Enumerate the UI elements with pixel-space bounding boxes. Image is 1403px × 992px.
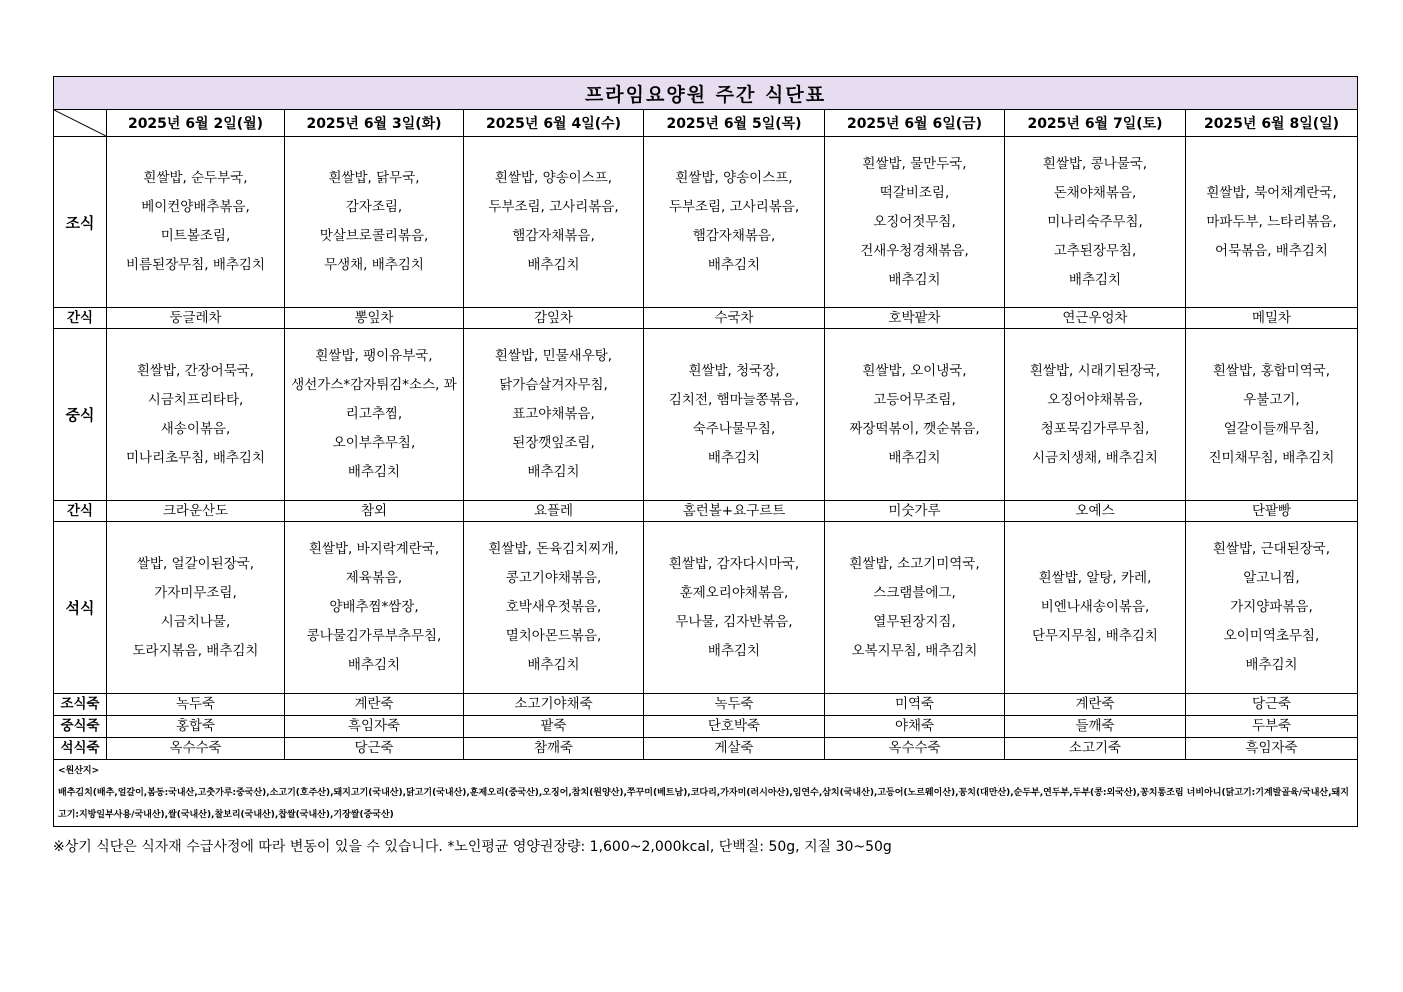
meal-cell: 흰쌀밥, 간장어묵국, 시금치프리타타, 새송이볶음, 미나리초무침, 배추김치	[107, 329, 285, 501]
snack2-row	[54, 501, 1358, 522]
row-label-dinner: 석식	[54, 522, 107, 694]
meal-cell: 흰쌀밥, 소고기미역국, 스크램블에그, 열무된장지짐, 오복지무침, 배추김치	[825, 522, 1005, 694]
lunch-row	[54, 329, 1358, 501]
porridge-cell: 계란죽	[285, 694, 464, 716]
porridge-cell: 단호박죽	[644, 716, 825, 738]
snack-cell: 크라운산도	[107, 501, 285, 522]
porridge-cell: 옥수수죽	[107, 738, 285, 760]
porridge-breakfast-row	[54, 694, 1358, 716]
snack-cell: 연근우엉차	[1005, 308, 1186, 329]
porridge-cell: 흑임자죽	[285, 716, 464, 738]
porridge-cell: 팥죽	[464, 716, 644, 738]
meal-cell: 흰쌀밥, 콩나물국, 돈채야채볶음, 미나리숙주무침, 고추된장무침, 배추김치	[1005, 137, 1186, 308]
snack-cell: 미숫가루	[825, 501, 1005, 522]
corner-cell	[54, 110, 107, 137]
meal-cell: 흰쌀밥, 북어채계란국, 마파두부, 느타리볶음, 어묵볶음, 배추김치	[1186, 137, 1358, 308]
row-label-porridge-lunch: 중식죽	[54, 716, 107, 738]
date-header: 2025년 6월 6일(금)	[825, 110, 1005, 137]
porridge-cell: 계란죽	[1005, 694, 1186, 716]
porridge-cell: 녹두죽	[107, 694, 285, 716]
meal-cell: 흰쌀밥, 양송이스프, 두부조림, 고사리볶음, 햄감자채볶음, 배추김치	[464, 137, 644, 308]
porridge-cell: 야채죽	[825, 716, 1005, 738]
porridge-cell: 소고기야채죽	[464, 694, 644, 716]
snack-cell: 요플레	[464, 501, 644, 522]
date-header: 2025년 6월 7일(토)	[1005, 110, 1186, 137]
row-label-lunch: 중식	[54, 329, 107, 501]
date-header: 2025년 6월 8일(일)	[1186, 110, 1358, 137]
porridge-cell: 옥수수죽	[825, 738, 1005, 760]
meal-cell: 흰쌀밥, 물만두국, 떡갈비조림, 오징어젓무침, 건새우청경채볶음, 배추김치	[825, 137, 1005, 308]
origin-row	[54, 760, 1358, 827]
row-label-snack1: 간식	[54, 308, 107, 329]
menu-table	[53, 76, 1358, 827]
porridge-cell: 홍합죽	[107, 716, 285, 738]
porridge-cell: 소고기죽	[1005, 738, 1186, 760]
porridge-cell: 당근죽	[1186, 694, 1358, 716]
porridge-cell: 참깨죽	[464, 738, 644, 760]
origin-text: 배추김치(배추,얼갈이,봄동:국내산,고춧가루:중국산),소고기(호주산),돼지고기(국내산),닭고기(국내산),훈제오리(중국산),오징어,참치(원양산),쭈꾸미(베트남),코다리,가자미(러시아산),임연수,삼치(국내산),고등어(노르웨이산),꽁치(대만산),순두부,연두부,두부(콩:외국산),꽁치통조림 너비아니(닭고기:기계발골육/국내산,돼지고기:지방일부사용/국내산),쌀(국내산),찰보리(국내산),찹쌀(국내산),기장쌀(중국산)	[58, 788, 1349, 820]
date-header: 2025년 6월 2일(월)	[107, 110, 285, 137]
date-header: 2025년 6월 4일(수)	[464, 110, 644, 137]
porridge-cell: 들깨죽	[1005, 716, 1186, 738]
snack-cell: 둥글레차	[107, 308, 285, 329]
meal-cell: 흰쌀밥, 홍합미역국, 우불고기, 얼갈이들깨무침, 진미채무침, 배추김치	[1186, 329, 1358, 501]
porridge-cell: 두부죽	[1186, 716, 1358, 738]
snack-cell: 감잎차	[464, 308, 644, 329]
meal-cell: 흰쌀밥, 감자다시마국, 훈제오리야채볶음, 무나물, 김자반볶음, 배추김치	[644, 522, 825, 694]
porridge-dinner-row	[54, 738, 1358, 760]
meal-cell: 흰쌀밥, 바지락계란국, 제육볶음, 양배추찜*쌈장, 콩나물김가루부추무침, 배추김치	[285, 522, 464, 694]
meal-cell: 흰쌀밥, 돈육김치찌개, 콩고기야채볶음, 호박새우젓볶음, 멸치아몬드볶음, 배추김치	[464, 522, 644, 694]
row-label-porridge-dinner: 석식죽	[54, 738, 107, 760]
snack-cell: 오예스	[1005, 501, 1186, 522]
meal-cell: 흰쌀밥, 민물새우탕, 닭가슴살겨자무침, 표고야채볶음, 된장깻잎조림, 배추김치	[464, 329, 644, 501]
porridge-cell: 녹두죽	[644, 694, 825, 716]
meal-cell: 흰쌀밥, 닭무국, 감자조림, 맛살브로콜리볶음, 무생채, 배추김치	[285, 137, 464, 308]
porridge-cell: 미역죽	[825, 694, 1005, 716]
date-header: 2025년 6월 5일(목)	[644, 110, 825, 137]
origin-label: <원산지>	[58, 766, 100, 776]
row-label-breakfast: 조식	[54, 137, 107, 308]
diagonal-line	[54, 110, 106, 136]
snack1-row	[54, 308, 1358, 329]
meal-cell: 쌀밥, 얼갈이된장국, 가자미무조림, 시금치나물, 도라지볶음, 배추김치	[107, 522, 285, 694]
meal-cell: 흰쌀밥, 순두부국, 베이컨양배추볶음, 미트볼조림, 비름된장무침, 배추김치	[107, 137, 285, 308]
snack-cell: 참외	[285, 501, 464, 522]
snack-cell: 단팥빵	[1186, 501, 1358, 522]
date-header: 2025년 6월 3일(화)	[285, 110, 464, 137]
row-label-porridge-breakfast: 조식죽	[54, 694, 107, 716]
snack-cell: 호박팥차	[825, 308, 1005, 329]
breakfast-row	[54, 137, 1358, 308]
porridge-cell: 당근죽	[285, 738, 464, 760]
meal-cell: 흰쌀밥, 알탕, 카레, 비엔나새송이볶음, 단무지무침, 배추김치	[1005, 522, 1186, 694]
meal-cell: 흰쌀밥, 팽이유부국, 생선가스*감자튀김*소스, 꽈리고추찜, 오이부추무침, 배추김치	[285, 329, 464, 501]
row-label-snack2: 간식	[54, 501, 107, 522]
porridge-cell: 흑임자죽	[1186, 738, 1358, 760]
snack-cell: 수국차	[644, 308, 825, 329]
snack-cell: 홈런볼+요구르트	[644, 501, 825, 522]
meal-cell: 흰쌀밥, 오이냉국, 고등어무조림, 짜장떡볶이, 깻순볶음, 배추김치	[825, 329, 1005, 501]
meal-cell: 흰쌀밥, 시래기된장국, 오징어야채볶음, 청포묵김가루무침, 시금치생채, 배추김치	[1005, 329, 1186, 501]
meal-cell: 흰쌀밥, 근대된장국, 알고니찜, 가지양파볶음, 오이미역초무침, 배추김치	[1186, 522, 1358, 694]
origin-info	[54, 760, 1358, 827]
page-title: 프라임요양원 주간 식단표	[54, 77, 1358, 110]
date-header-row	[54, 110, 1358, 137]
dinner-row	[54, 522, 1358, 694]
footnote: ※상기 식단은 식자재 수급사정에 따라 변동이 있을 수 있습니다. *노인평균 영양권장량: 1,600~2,000kcal, 단백질: 50g, 지질 30~50g	[53, 839, 892, 855]
porridge-lunch-row	[54, 716, 1358, 738]
porridge-cell: 게살죽	[644, 738, 825, 760]
meal-cell: 흰쌀밥, 양송이스프, 두부조림, 고사리볶음, 햄감자채볶음, 배추김치	[644, 137, 825, 308]
meal-cell: 흰쌀밥, 청국장, 김치전, 햄마늘쫑볶음, 숙주나물무침, 배추김치	[644, 329, 825, 501]
snack-cell: 뽕잎차	[285, 308, 464, 329]
snack-cell: 메밀차	[1186, 308, 1358, 329]
